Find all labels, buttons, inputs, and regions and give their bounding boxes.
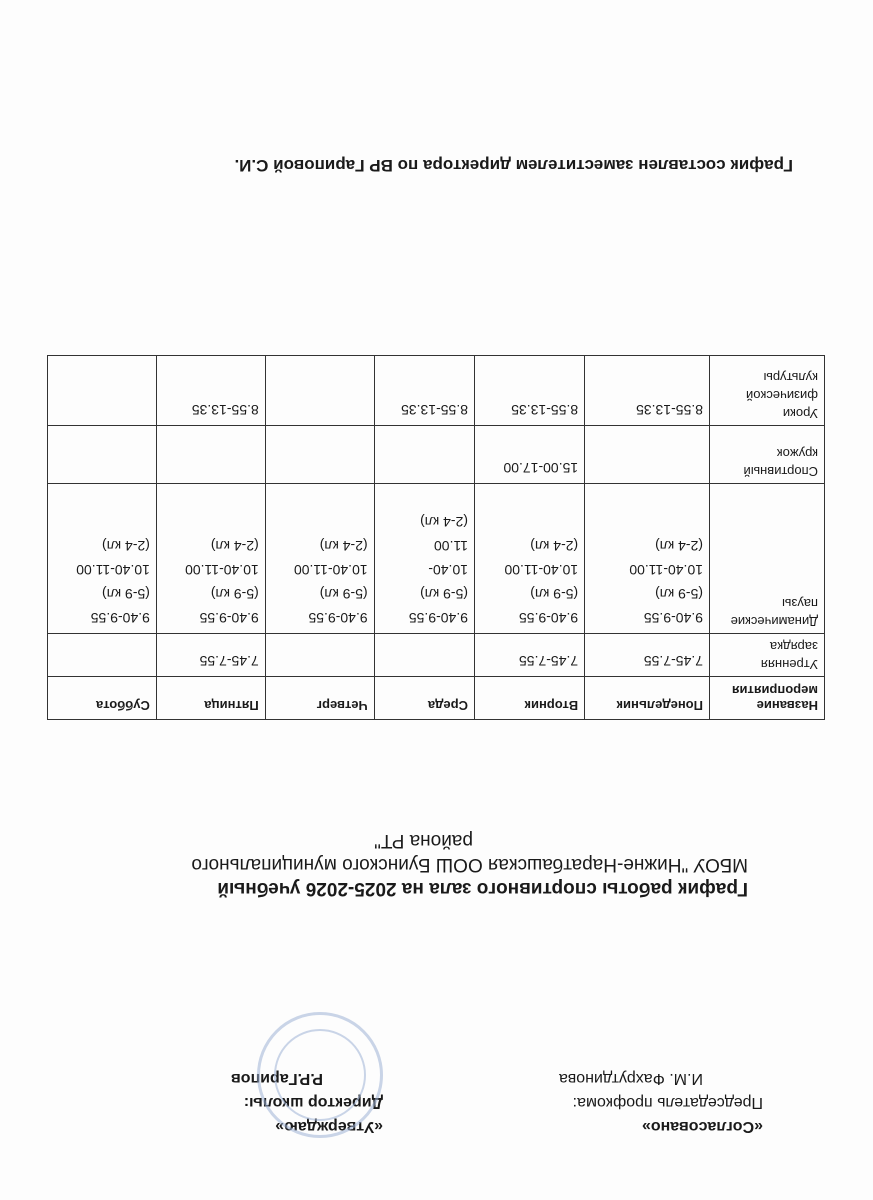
table-row: [48, 426, 825, 484]
header-cell: Суббота: [48, 677, 157, 720]
table-cell: [48, 426, 157, 484]
approved-block: [83, 1066, 383, 1138]
table-cell: [374, 634, 474, 677]
table-cell: [265, 356, 374, 426]
cell-line: (5-9 кл): [319, 586, 368, 602]
row-label: Уроки физической культуры: [710, 356, 825, 426]
table-cell: [374, 426, 474, 484]
table-cell: [585, 356, 710, 426]
header-cell: Вторник: [474, 677, 584, 720]
cell-line: 7.45-7.55: [199, 653, 259, 669]
agreed-title: «Согласовано»: [641, 1118, 763, 1135]
row-label: Спортивный кружок: [710, 426, 825, 484]
document-title: [113, 828, 753, 900]
table-cell: [265, 484, 374, 634]
agreed-name: И.М. Фахрутдинова: [559, 1070, 703, 1087]
table-cell: [374, 356, 474, 426]
title-line-1: График работы спортивного зала на 2025-2026 учебный: [217, 878, 748, 899]
table-cell: [265, 426, 374, 484]
cell-line: (5-9 кл): [101, 586, 150, 602]
table-cell: [48, 356, 157, 426]
cell-line: 7.45-7.55: [643, 653, 703, 669]
table-cell: [48, 484, 157, 634]
cell-line: 9.40-9.55: [408, 610, 468, 626]
cell-line: (5-9 кл): [655, 586, 703, 602]
header-cell: Понедельник: [585, 677, 710, 720]
table-cell: [265, 634, 374, 677]
header-cell: Четверг: [265, 677, 374, 720]
header-cell: Пятница: [156, 677, 265, 720]
table-header-row: [48, 677, 825, 720]
cell-line: 15.00-17.00: [503, 460, 579, 476]
header-cell: Среда: [374, 677, 474, 720]
cell-line: (2-4 кл): [101, 538, 150, 554]
cell-line: (2-4 кл): [655, 538, 703, 554]
cell-line: 9.40-9.55: [308, 610, 368, 626]
cell-line: (2-4 кл): [530, 538, 579, 554]
approved-role: Директор школы:: [243, 1094, 383, 1111]
schedule-table: [47, 355, 825, 720]
header-cell: Название мероприятия: [710, 677, 825, 720]
agreed-block: [423, 1066, 763, 1138]
cell-line: 9.40-9.55: [643, 610, 703, 626]
cell-line: 8.55-13.35: [636, 402, 703, 418]
approval-block: [103, 1003, 763, 1138]
title-line-2: МБОУ "Нижне-Наратбашская ООШ Буинского муниципального: [191, 854, 748, 875]
table-cell: [156, 426, 265, 484]
agreed-role: Председатель профкома:: [572, 1094, 763, 1111]
cell-line: 9.40-9.55: [518, 610, 579, 626]
approved-name: Р.Р.Гарипов: [230, 1070, 323, 1087]
document-footer: График составлен заместителем директора по ВР Гариповой С.И.: [234, 156, 793, 175]
cell-line: 10.40-11.00: [76, 562, 150, 578]
table-cell: [474, 356, 584, 426]
row-label: Динамические паузы: [710, 484, 825, 634]
cell-line: 8.55-13.35: [511, 402, 579, 418]
table-cell: [374, 484, 474, 634]
cell-line: 10.40-: [428, 562, 468, 578]
table-cell: [585, 426, 710, 484]
cell-line: 8.55-13.35: [401, 402, 468, 418]
table-cell: [585, 484, 710, 634]
table-row: [48, 356, 825, 426]
cell-line: 10.40-11.00: [293, 562, 368, 578]
school-stamp-icon: [257, 1012, 383, 1138]
table-cell: [474, 484, 584, 634]
cell-line: 8.55-13.35: [191, 402, 259, 418]
cell-line: 10.40-11.00: [629, 562, 703, 578]
table-cell: [156, 484, 265, 634]
cell-line: (5-9 кл): [210, 586, 259, 602]
cell-line: (2-4 кл): [210, 538, 259, 554]
table-cell: [156, 634, 265, 677]
cell-line: 9.40-9.55: [90, 610, 150, 626]
cell-line: (2-4 кл): [420, 514, 468, 530]
table-cell: [48, 634, 157, 677]
cell-line: (5-9 кл): [530, 586, 579, 602]
cell-line: 10.40-11.00: [504, 562, 579, 578]
table-cell: [474, 634, 584, 677]
table-cell: [474, 426, 584, 484]
approved-title: «Утверждаю»: [275, 1118, 383, 1135]
table-row: [48, 484, 825, 634]
cell-line: 11.00: [433, 538, 468, 554]
cell-line: (2-4 кл): [319, 538, 368, 554]
cell-line: (5-9 кл): [420, 586, 468, 602]
cell-line: 10.40-11.00: [185, 562, 259, 578]
title-line-3: района РТ": [374, 830, 473, 851]
table-cell: [585, 634, 710, 677]
row-label: Утренняя зарядка: [710, 634, 825, 677]
cell-line: 9.40-9.55: [199, 610, 259, 626]
table-cell: [156, 356, 265, 426]
cell-line: 7.45-7.55: [518, 653, 579, 669]
table-row: [48, 634, 825, 677]
